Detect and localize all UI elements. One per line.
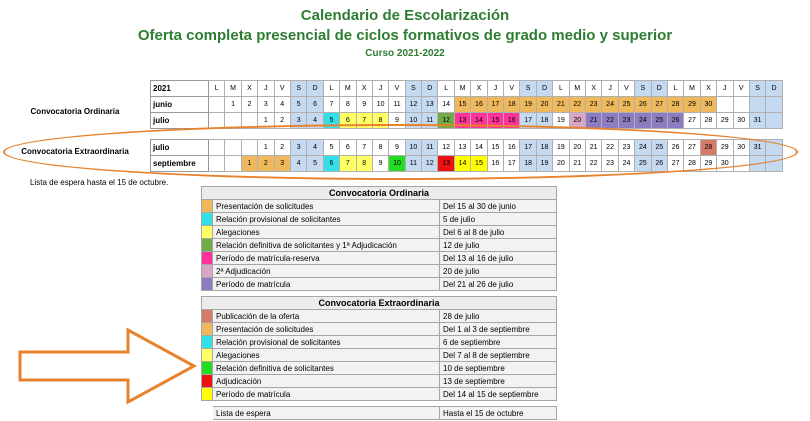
day-cell: 10 xyxy=(389,156,405,172)
legend-swatch xyxy=(202,213,213,226)
legend-dates: Del 15 al 30 de junio xyxy=(440,200,557,213)
day-cell: 24 xyxy=(635,113,651,129)
day-header: M xyxy=(569,81,585,97)
legend-row xyxy=(202,336,557,349)
day-header: X xyxy=(700,81,716,97)
legend-swatch xyxy=(202,200,213,213)
legend-header-row xyxy=(202,297,557,310)
day-cell xyxy=(209,156,225,172)
day-cell: 30 xyxy=(733,113,749,129)
day-cell: 9 xyxy=(372,156,388,172)
day-cell: 8 xyxy=(340,97,356,113)
legend-swatch xyxy=(202,278,213,291)
legend-dates: Del 6 al 8 de julio xyxy=(440,226,557,239)
day-cell: 11 xyxy=(405,156,421,172)
day-cell: 24 xyxy=(635,140,651,156)
legend-label: Presentación de solicitudes xyxy=(213,323,440,336)
day-header: V xyxy=(274,81,290,97)
legend-dates: 12 de julio xyxy=(440,239,557,252)
day-cell: 18 xyxy=(536,140,552,156)
day-cell xyxy=(209,113,225,129)
legend-swatch xyxy=(202,388,213,401)
ordinaria-row-label: Convocatoria Ordinaria xyxy=(30,107,120,116)
day-cell: 5 xyxy=(290,97,306,113)
day-cell: 27 xyxy=(667,156,683,172)
legend-swatch xyxy=(202,252,213,265)
legend-row xyxy=(202,349,557,362)
day-cell: 14 xyxy=(438,97,454,113)
day-cell: 5 xyxy=(323,113,339,129)
day-cell: 25 xyxy=(618,97,634,113)
legend-row xyxy=(202,265,557,278)
day-cell: 9 xyxy=(389,113,405,129)
course-label: Curso 2021-2022 xyxy=(365,48,445,59)
legend-swatch xyxy=(202,362,213,375)
legend-waitlist xyxy=(201,406,557,420)
legend-label: Relación definitiva de solicitantes xyxy=(213,362,440,375)
month-label: septiembre xyxy=(151,156,209,172)
legend-row xyxy=(202,213,557,226)
legend-label: Adjudicación xyxy=(213,375,440,388)
day-cell: 27 xyxy=(651,97,667,113)
legend-swatch xyxy=(202,226,213,239)
day-cell: 12 xyxy=(422,156,438,172)
day-cell: 27 xyxy=(684,113,700,129)
legend-dates: 10 de septiembre xyxy=(440,362,557,375)
legend-label: Relación provisional de solicitantes xyxy=(213,213,440,226)
waitlist-spacer xyxy=(202,407,213,420)
legend-swatch xyxy=(202,239,213,252)
day-header: M xyxy=(454,81,470,97)
legend-label: Publicación de la oferta xyxy=(213,310,440,323)
day-cell xyxy=(749,156,765,172)
day-cell: 30 xyxy=(733,140,749,156)
legend-row xyxy=(202,239,557,252)
day-cell: 22 xyxy=(569,97,585,113)
legend-extraordinaria xyxy=(201,296,557,401)
legend-row xyxy=(202,226,557,239)
day-header: D xyxy=(307,81,323,97)
day-cell xyxy=(766,140,782,156)
day-cell: 22 xyxy=(602,140,618,156)
legend-dates: 5 de julio xyxy=(440,213,557,226)
day-cell: 24 xyxy=(618,156,634,172)
legend-row xyxy=(202,200,557,213)
page-title: Calendario de Escolarización xyxy=(300,7,510,24)
legend-swatch xyxy=(202,323,213,336)
day-header: S xyxy=(749,81,765,97)
day-cell: 14 xyxy=(454,156,470,172)
day-cell: 3 xyxy=(258,97,274,113)
legend-header-row xyxy=(202,187,557,200)
day-cell: 29 xyxy=(717,140,733,156)
day-header: S xyxy=(520,81,536,97)
day-header: V xyxy=(618,81,634,97)
day-cell: 3 xyxy=(274,156,290,172)
day-cell xyxy=(225,113,241,129)
day-cell: 2 xyxy=(274,113,290,129)
day-cell xyxy=(241,140,257,156)
day-header: L xyxy=(667,81,683,97)
day-cell: 2 xyxy=(258,156,274,172)
calendar-table xyxy=(150,80,783,172)
day-cell: 4 xyxy=(290,156,306,172)
legend-row xyxy=(202,375,557,388)
day-cell xyxy=(766,156,782,172)
legend-swatch xyxy=(202,265,213,278)
day-cell: 13 xyxy=(454,113,470,129)
legend-dates: 20 de julio xyxy=(440,265,557,278)
day-header: V xyxy=(504,81,520,97)
day-cell: 18 xyxy=(536,113,552,129)
legend-dates: Del 14 al 15 de septiembre xyxy=(440,388,557,401)
day-cell: 20 xyxy=(553,156,569,172)
legend-header: Convocatoria Ordinaria xyxy=(202,187,557,200)
month-label: junio xyxy=(151,97,209,113)
day-cell: 5 xyxy=(323,140,339,156)
day-header: X xyxy=(356,81,372,97)
extraordinaria-row-label: Convocatoria Extraordinaria xyxy=(21,147,129,156)
day-cell: 4 xyxy=(274,97,290,113)
day-cell: 14 xyxy=(471,113,487,129)
day-cell: 15 xyxy=(487,140,503,156)
day-cell xyxy=(209,140,225,156)
legend-label: Relación provisional de solicitantes xyxy=(213,336,440,349)
day-cell: 28 xyxy=(667,97,683,113)
day-cell: 19 xyxy=(553,113,569,129)
day-cell: 26 xyxy=(635,97,651,113)
day-cell: 17 xyxy=(520,140,536,156)
day-cell: 4 xyxy=(307,113,323,129)
day-cell: 1 xyxy=(225,97,241,113)
legend-row xyxy=(202,310,557,323)
waitlist-label: Lista de espera xyxy=(213,407,440,420)
day-cell: 19 xyxy=(536,156,552,172)
day-cell: 10 xyxy=(372,97,388,113)
day-cell: 15 xyxy=(471,156,487,172)
day-cell: 6 xyxy=(307,97,323,113)
day-header: J xyxy=(372,81,388,97)
day-header: D xyxy=(651,81,667,97)
day-cell: 10 xyxy=(405,140,421,156)
day-header: X xyxy=(241,81,257,97)
day-header: X xyxy=(471,81,487,97)
legend-row xyxy=(202,278,557,291)
day-cell: 23 xyxy=(602,156,618,172)
legend-label: Presentación de solicitudes xyxy=(213,200,440,213)
day-cell: 17 xyxy=(487,97,503,113)
day-cell xyxy=(733,97,749,113)
day-cell: 29 xyxy=(717,113,733,129)
day-cell: 8 xyxy=(372,140,388,156)
day-cell: 15 xyxy=(487,113,503,129)
day-cell: 5 xyxy=(307,156,323,172)
calendar-gap-cell xyxy=(151,129,783,140)
legend-ordinaria xyxy=(201,186,557,291)
calendar-row xyxy=(151,97,783,113)
day-header: J xyxy=(487,81,503,97)
day-cell xyxy=(209,97,225,113)
day-header: X xyxy=(585,81,601,97)
legend-dates: 6 de septiembre xyxy=(440,336,557,349)
day-cell: 14 xyxy=(471,140,487,156)
day-cell: 6 xyxy=(340,113,356,129)
day-header: M xyxy=(225,81,241,97)
day-header: L xyxy=(323,81,339,97)
waitlist-note: Lista de espera hasta el 15 de octubre. xyxy=(30,178,169,187)
day-cell: 3 xyxy=(290,113,306,129)
legend-label: Relación definitiva de solicitantes y 1ª Adjudicación xyxy=(213,239,440,252)
day-cell xyxy=(749,97,765,113)
day-cell: 1 xyxy=(258,140,274,156)
legend-row xyxy=(202,388,557,401)
day-cell: 11 xyxy=(422,113,438,129)
calendar-row xyxy=(151,113,783,129)
day-cell: 19 xyxy=(520,97,536,113)
day-cell: 28 xyxy=(700,113,716,129)
day-header: J xyxy=(258,81,274,97)
legend-label: Período de matrícula-reserva xyxy=(213,252,440,265)
day-cell: 13 xyxy=(454,140,470,156)
day-cell xyxy=(766,97,782,113)
calendar-year: 2021 xyxy=(151,81,209,97)
day-header: V xyxy=(733,81,749,97)
day-cell: 18 xyxy=(520,156,536,172)
legend-row xyxy=(202,252,557,265)
calendar-gap xyxy=(151,129,783,140)
day-cell: 7 xyxy=(356,113,372,129)
day-cell: 16 xyxy=(471,97,487,113)
day-cell: 11 xyxy=(389,97,405,113)
day-cell: 26 xyxy=(667,140,683,156)
calendar-header-row xyxy=(151,81,783,97)
day-cell: 3 xyxy=(290,140,306,156)
legend-dates: Del 13 al 16 de julio xyxy=(440,252,557,265)
day-cell: 15 xyxy=(454,97,470,113)
day-cell xyxy=(225,140,241,156)
day-cell: 16 xyxy=(504,140,520,156)
day-cell: 1 xyxy=(241,156,257,172)
day-cell xyxy=(225,156,241,172)
day-header: S xyxy=(635,81,651,97)
waitlist-dates: Hasta el 15 de octubre xyxy=(440,407,557,420)
day-header: L xyxy=(209,81,225,97)
day-cell: 17 xyxy=(520,113,536,129)
day-header: D xyxy=(766,81,782,97)
legend-label: Período de matrícula xyxy=(213,278,440,291)
legend-dates: Del 1 al 3 de septiembre xyxy=(440,323,557,336)
day-cell: 25 xyxy=(635,156,651,172)
day-cell: 22 xyxy=(602,113,618,129)
legend-row xyxy=(202,323,557,336)
day-cell: 21 xyxy=(585,140,601,156)
day-cell: 30 xyxy=(717,156,733,172)
day-cell: 26 xyxy=(667,113,683,129)
day-cell: 21 xyxy=(569,156,585,172)
day-cell xyxy=(733,156,749,172)
day-cell: 12 xyxy=(405,97,421,113)
day-cell: 21 xyxy=(553,97,569,113)
day-cell: 2 xyxy=(274,140,290,156)
day-cell: 23 xyxy=(618,113,634,129)
day-header: J xyxy=(717,81,733,97)
calendar-row xyxy=(151,140,783,156)
day-cell: 17 xyxy=(504,156,520,172)
day-cell: 25 xyxy=(651,140,667,156)
legend-label: 2ª Adjudicación xyxy=(213,265,440,278)
day-cell: 13 xyxy=(422,97,438,113)
day-cell: 11 xyxy=(422,140,438,156)
day-cell: 23 xyxy=(585,97,601,113)
day-cell: 2 xyxy=(241,97,257,113)
day-cell: 7 xyxy=(356,140,372,156)
day-header: L xyxy=(438,81,454,97)
day-cell: 26 xyxy=(651,156,667,172)
day-cell: 9 xyxy=(356,97,372,113)
day-header: D xyxy=(536,81,552,97)
legend-swatch xyxy=(202,349,213,362)
day-cell: 16 xyxy=(504,113,520,129)
day-cell: 12 xyxy=(438,140,454,156)
legend-row xyxy=(202,362,557,375)
day-cell: 6 xyxy=(340,140,356,156)
arrow-icon xyxy=(18,326,198,406)
day-cell: 10 xyxy=(405,113,421,129)
legend-header: Convocatoria Extraordinaria xyxy=(202,297,557,310)
legend-dates: 28 de julio xyxy=(440,310,557,323)
day-header: D xyxy=(422,81,438,97)
day-cell: 6 xyxy=(323,156,339,172)
day-header: V xyxy=(389,81,405,97)
day-cell: 7 xyxy=(340,156,356,172)
legend-swatch xyxy=(202,310,213,323)
day-cell xyxy=(766,113,782,129)
legend-dates: Del 7 al 8 de septiembre xyxy=(440,349,557,362)
day-cell: 29 xyxy=(684,97,700,113)
day-cell: 7 xyxy=(323,97,339,113)
day-header: J xyxy=(602,81,618,97)
day-cell: 20 xyxy=(569,140,585,156)
day-cell: 8 xyxy=(356,156,372,172)
month-label: julio xyxy=(151,113,209,129)
waitlist-row xyxy=(202,407,557,420)
day-cell xyxy=(241,113,257,129)
day-cell: 31 xyxy=(749,140,765,156)
day-cell: 20 xyxy=(536,97,552,113)
legend-label: Alegaciones xyxy=(213,349,440,362)
legend-label: Alegaciones xyxy=(213,226,440,239)
day-cell: 8 xyxy=(372,113,388,129)
day-cell xyxy=(717,97,733,113)
day-cell: 20 xyxy=(569,113,585,129)
legend-swatch xyxy=(202,375,213,388)
day-cell: 4 xyxy=(307,140,323,156)
day-header: S xyxy=(290,81,306,97)
legend-dates: 13 de septiembre xyxy=(440,375,557,388)
day-header: L xyxy=(553,81,569,97)
day-cell: 24 xyxy=(602,97,618,113)
day-cell: 22 xyxy=(585,156,601,172)
legend-dates: Del 21 al 26 de julio xyxy=(440,278,557,291)
day-cell: 27 xyxy=(684,140,700,156)
day-cell: 31 xyxy=(749,113,765,129)
day-cell: 28 xyxy=(684,156,700,172)
day-cell: 16 xyxy=(487,156,503,172)
day-cell: 25 xyxy=(651,113,667,129)
day-header: M xyxy=(340,81,356,97)
day-cell: 9 xyxy=(389,140,405,156)
day-cell: 18 xyxy=(504,97,520,113)
day-cell: 12 xyxy=(438,113,454,129)
header xyxy=(0,6,810,61)
legend-label: Período de matrícula xyxy=(213,388,440,401)
day-cell: 1 xyxy=(258,113,274,129)
calendar-row xyxy=(151,156,783,172)
page-subtitle: Oferta completa presencial de ciclos formativos de grado medio y superior xyxy=(137,27,673,44)
legend-swatch xyxy=(202,336,213,349)
day-cell: 30 xyxy=(700,97,716,113)
day-cell: 19 xyxy=(553,140,569,156)
month-label: julio xyxy=(151,140,209,156)
day-cell: 23 xyxy=(618,140,634,156)
day-cell: 29 xyxy=(700,156,716,172)
day-header: S xyxy=(405,81,421,97)
day-cell: 21 xyxy=(585,113,601,129)
day-header: M xyxy=(684,81,700,97)
day-cell: 28 xyxy=(700,140,716,156)
day-cell: 13 xyxy=(438,156,454,172)
